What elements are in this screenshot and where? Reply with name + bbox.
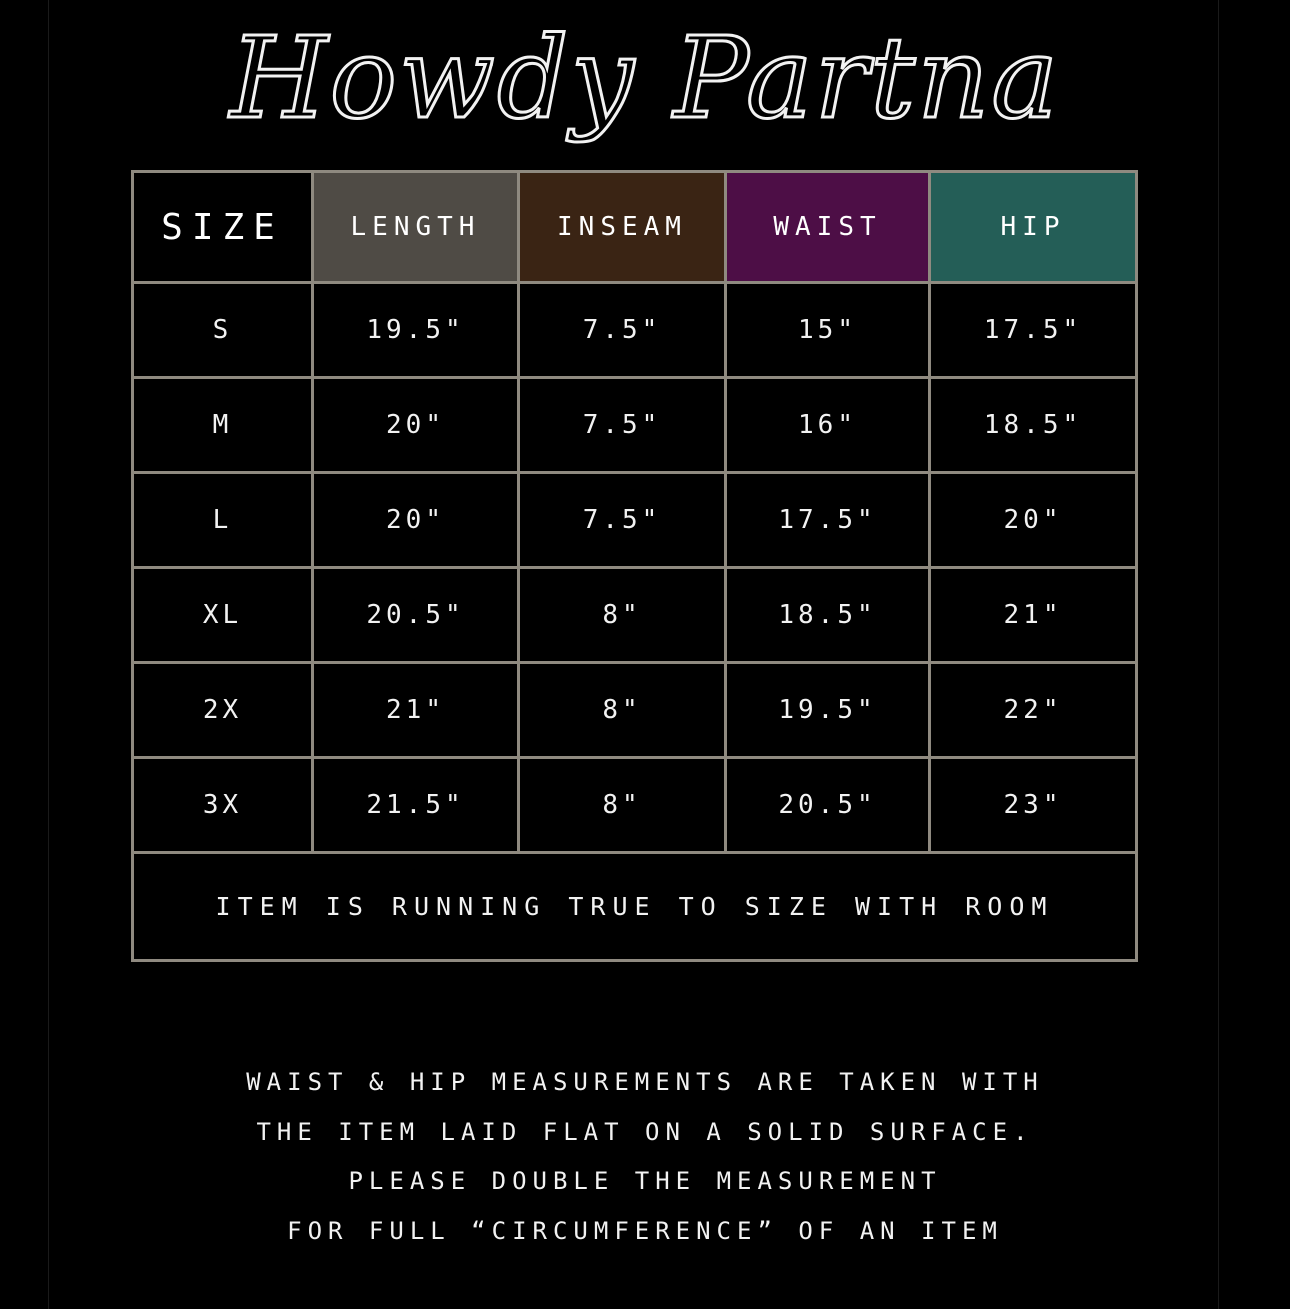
cell-size: S [133, 283, 313, 378]
cell-hip: 17.5" [930, 283, 1137, 378]
footnote-line: THE ITEM LAID FLAT ON A SOLID SURFACE. [256, 1117, 1034, 1146]
cell-hip: 18.5" [930, 378, 1137, 473]
column-header-size: SIZE [133, 172, 313, 283]
cell-length: 21" [313, 663, 519, 758]
cell-hip: 22" [930, 663, 1137, 758]
cell-length: 20" [313, 473, 519, 568]
column-header-hip: HIP [930, 172, 1137, 283]
cell-inseam: 7.5" [519, 473, 726, 568]
table-row [133, 568, 1137, 663]
cell-length: 21.5" [313, 758, 519, 853]
size-chart-table [131, 170, 1138, 962]
table-header-row [133, 172, 1137, 283]
cell-inseam: 8" [519, 758, 726, 853]
cell-size: L [133, 473, 313, 568]
measurement-footnote [0, 1058, 1290, 1256]
cell-inseam: 7.5" [519, 283, 726, 378]
cell-waist: 18.5" [726, 568, 930, 663]
cell-inseam: 8" [519, 663, 726, 758]
footnote-line: WAIST & HIP MEASUREMENTS ARE TAKEN WITH [246, 1068, 1044, 1096]
column-header-length: LENGTH [313, 172, 519, 283]
footnote-line: PLEASE DOUBLE THE MEASUREMENT [348, 1167, 942, 1195]
cell-waist: 15" [726, 283, 930, 378]
cell-length: 20.5" [313, 568, 519, 663]
cell-hip: 21" [930, 568, 1137, 663]
table-row [133, 378, 1137, 473]
fit-note: ITEM IS RUNNING TRUE TO SIZE WITH ROOM [133, 853, 1137, 961]
table-row [133, 473, 1137, 568]
cell-length: 19.5" [313, 283, 519, 378]
cell-hip: 23" [930, 758, 1137, 853]
cell-size: 3X [133, 758, 313, 853]
cell-size: 2X [133, 663, 313, 758]
table-note-row [133, 853, 1137, 961]
cell-waist: 17.5" [726, 473, 930, 568]
table-row [133, 663, 1137, 758]
table-row [133, 758, 1137, 853]
page-title: Howdy Partna [229, 14, 1061, 144]
table-row [133, 283, 1137, 378]
cell-waist: 20.5" [726, 758, 930, 853]
cell-waist: 16" [726, 378, 930, 473]
cell-hip: 20" [930, 473, 1137, 568]
column-header-inseam: INSEAM [519, 172, 726, 283]
cell-inseam: 8" [519, 568, 726, 663]
footnote-line: FOR FULL “CIRCUMFERENCE” OF AN ITEM [287, 1216, 1003, 1245]
cell-length: 20" [313, 378, 519, 473]
cell-inseam: 7.5" [519, 378, 726, 473]
column-header-waist: WAIST [726, 172, 930, 283]
cell-size: XL [133, 568, 313, 663]
cell-size: M [133, 378, 313, 473]
cell-waist: 19.5" [726, 663, 930, 758]
